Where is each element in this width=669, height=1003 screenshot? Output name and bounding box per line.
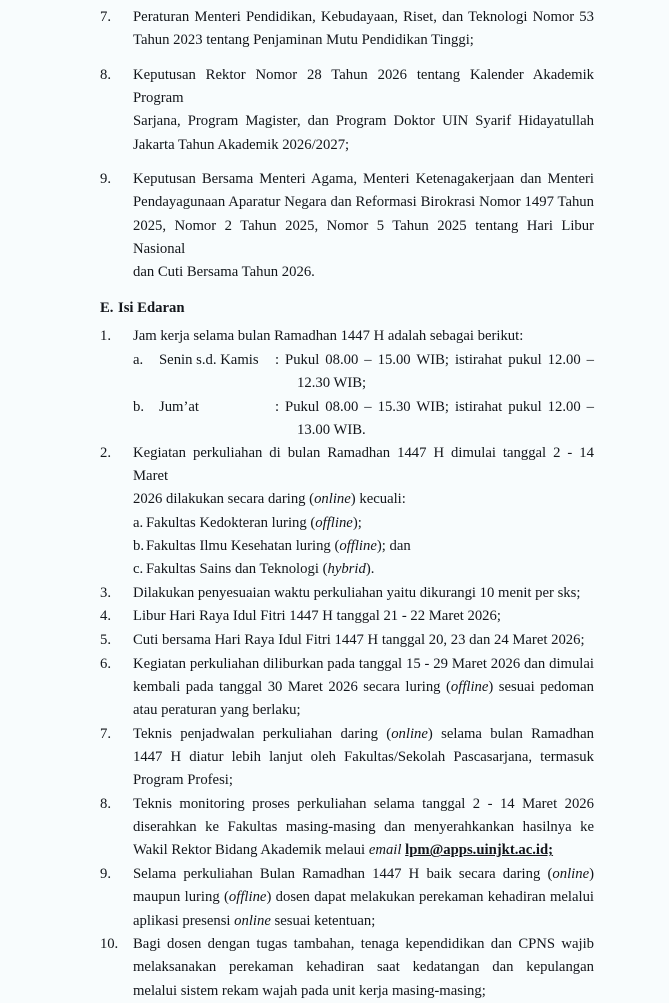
list-item <box>100 64 594 157</box>
text-fragment: ) kecuali: <box>350 491 406 508</box>
list-text-line: Sarjana, Program Magister, dan Program Doktor UIN Syarif Hidayatullah <box>133 113 594 130</box>
sub-list-item <box>100 512 594 535</box>
list-item <box>100 442 594 512</box>
italic-term: online <box>391 725 428 742</box>
text-fragment: maupun luring ( <box>133 889 229 906</box>
text-fragment: kembali pada tanggal 30 Maret 2026 secara luring ( <box>133 678 451 695</box>
list-text-line: Program Profesi; <box>133 772 233 789</box>
text-fragment: ); dan <box>376 538 411 555</box>
text-fragment: sesuai ketentuan; <box>270 912 376 929</box>
text-fragment: aplikasi presensi <box>133 912 235 929</box>
list-text-line: atau peraturan yang berlaku; <box>133 702 301 719</box>
text-fragment: Fakultas Sains dan Teknologi ( <box>146 561 328 578</box>
list-text-line: Kegiatan perkuliahan diliburkan pada tanggal 15 - 29 Maret 2026 dan dimulai <box>133 655 594 672</box>
list-item <box>100 629 594 652</box>
list-text-line: Tahun 2023 tentang Penjaminan Mutu Pendidikan Tinggi; <box>133 32 474 49</box>
list-text-line: Cuti bersama Hari Raya Idul Fitri 1447 H tanggal 20, 23 dan 24 Maret 2026; <box>133 632 585 649</box>
schedule-value <box>275 349 594 395</box>
list-marker: 2. <box>100 444 112 461</box>
sub-list-item <box>100 558 594 581</box>
schedule-label: Senin s.d. Kamis <box>159 352 259 369</box>
italic-term: offline <box>450 678 489 695</box>
italic-term: offline <box>315 515 353 532</box>
list-item <box>100 653 594 723</box>
text-fragment: Selama perkuliahan Bulan Ramadhan 1447 H baik secara daring ( <box>133 866 553 883</box>
list-text-line <box>133 488 594 511</box>
list-marker: 10. <box>100 936 119 953</box>
list-item <box>100 6 594 52</box>
list-text-line: Jakarta Tahun Akademik 2026/2027; <box>133 136 350 153</box>
list-item <box>100 723 594 793</box>
list-marker: 5. <box>100 632 112 649</box>
italic-term: online <box>314 491 351 508</box>
text-fragment: ) dosen dapat melakukan perekaman kehadiran melalui <box>266 889 595 906</box>
list-item <box>100 793 594 863</box>
list-marker: 8. <box>100 66 112 83</box>
email-address[interactable]: lpm@apps.uinjkt.ac.id; <box>405 842 554 859</box>
text-fragment: ) selama bulan Ramadhan <box>427 725 594 742</box>
isi-edaran-list <box>100 325 594 1002</box>
list-item <box>100 933 594 1003</box>
list-text-line <box>133 723 594 746</box>
list-item <box>100 863 594 933</box>
italic-term: online <box>234 912 271 929</box>
schedule-label: Jum’at <box>159 398 199 415</box>
sub-list-marker: b. <box>133 538 145 555</box>
sub-list-item <box>100 535 594 558</box>
italic-term: online <box>552 866 590 883</box>
italic-term: hybrid <box>327 561 366 578</box>
schedule-value-line: : Pukul 08.00 – 15.00 WIB; istirahat pukul 12.00 – <box>275 352 594 369</box>
list-text-line: Kegiatan perkuliahan di bulan Ramadhan 1447 H dimulai tanggal 2 - 14 Maret <box>133 444 594 485</box>
text-fragment: Fakultas Kedokteran luring ( <box>146 515 316 532</box>
list-text-line <box>133 886 594 909</box>
list-text-line: Peraturan Menteri Pendidikan, Kebudayaan, Riset, dan Teknologi Nomor 53 <box>133 9 594 25</box>
list-text-line: Jam kerja selama bulan Ramadhan 1447 H adalah sebagai berikut: <box>133 328 524 345</box>
list-text-line: Pendayagunaan Aparatur Negara dan Reformasi Birokrasi Nomor 1497 Tahun <box>133 194 594 211</box>
sub-list-marker: a. <box>133 515 144 532</box>
list-text-line: Keputusan Bersama Menteri Agama, Menteri Ketenagakerjaan dan Menteri <box>133 171 594 188</box>
list-text-line: Teknis monitoring proses perkuliahan selama tanggal 2 - 14 Maret 2026 <box>133 796 594 812</box>
sub-list-marker: c. <box>133 561 144 578</box>
text-fragment: Fakultas Ilmu Kesehatan luring ( <box>146 538 340 555</box>
schedule-marker: b. <box>133 398 145 415</box>
list-text-line: Dilakukan penyesuaian waktu perkuliahan yaitu dikurangi 10 menit per sks; <box>133 584 581 601</box>
schedule-value-line: 13.00 WIB. <box>297 421 366 438</box>
list-marker: 8. <box>100 796 112 812</box>
text-fragment: ) sesuai pedoman <box>488 678 595 695</box>
schedule-value <box>275 396 594 442</box>
schedule-row <box>100 396 594 442</box>
list-text-line <box>133 839 594 862</box>
section-title: Isi Edaran <box>118 300 185 317</box>
list-text-line: Keputusan Rektor Nomor 28 Tahun 2026 tentang Kalender Akademik Program <box>133 66 594 107</box>
text-fragment: 2026 dilakukan secara daring ( <box>133 491 315 508</box>
list-text-line <box>133 676 594 699</box>
italic-term: offline <box>339 538 377 555</box>
section-letter: E. <box>100 300 114 317</box>
list-marker: 9. <box>100 866 112 883</box>
schedule-value-line: : Pukul 08.00 – 15.30 WIB; istirahat pukul 12.00 – <box>275 398 594 415</box>
list-text-line: Bagi dosen dengan tugas tambahan, tenaga kependidikan dan CPNS wajib <box>133 936 594 953</box>
list-marker: 7. <box>100 9 112 25</box>
list-marker: 6. <box>100 655 112 672</box>
list-item <box>100 325 594 348</box>
list-item <box>100 168 594 284</box>
schedule-row <box>100 349 594 395</box>
list-text-line: melaksanakan perekaman kehadiran saat kedatangan dan kepulangan <box>133 959 594 976</box>
section-heading <box>100 297 594 320</box>
italic-term: offline <box>228 889 267 906</box>
list-text-line: Libur Hari Raya Idul Fitri 1447 H tanggal 21 - 22 Maret 2026; <box>133 608 501 625</box>
list-marker: 4. <box>100 608 112 625</box>
list-text-line: diserahkan ke Fakultas masing-masing dan menyerahkankan hasilnya ke <box>133 819 594 836</box>
text-fragment: ). <box>365 561 375 578</box>
list-item <box>100 605 594 628</box>
list-text-line: melalui sistem rekam wajah pada unit kerja masing-masing; <box>133 982 486 999</box>
schedule-marker: a. <box>133 352 144 369</box>
text-fragment: Teknis penjadwalan perkuliahan daring ( <box>133 725 392 742</box>
list-text-line <box>133 863 594 886</box>
list-marker: 3. <box>100 584 112 601</box>
list-text-line: 1447 H diatur lebih lanjut oleh Fakultas/Sekolah Pascasarjana, termasuk <box>133 749 594 766</box>
list-text-line <box>133 910 594 933</box>
preamble-list <box>100 6 594 284</box>
list-marker: 7. <box>100 725 112 742</box>
list-text-line: 2025, Nomor 2 Tahun 2025, Nomor 5 Tahun 2025 tentang Hari Libur Nasional <box>133 217 594 257</box>
list-item <box>100 582 594 605</box>
italic-term: email <box>368 842 402 859</box>
text-fragment: ); <box>352 515 362 532</box>
list-marker: 9. <box>100 171 112 188</box>
list-text-line: dan Cuti Bersama Tahun 2026. <box>133 264 315 281</box>
text-fragment: Wakil Rektor Bidang Akademik melaui <box>133 842 369 859</box>
schedule-value-line: 12.30 WIB; <box>297 375 367 392</box>
list-marker: 1. <box>100 328 112 345</box>
text-fragment: ) <box>589 866 594 883</box>
